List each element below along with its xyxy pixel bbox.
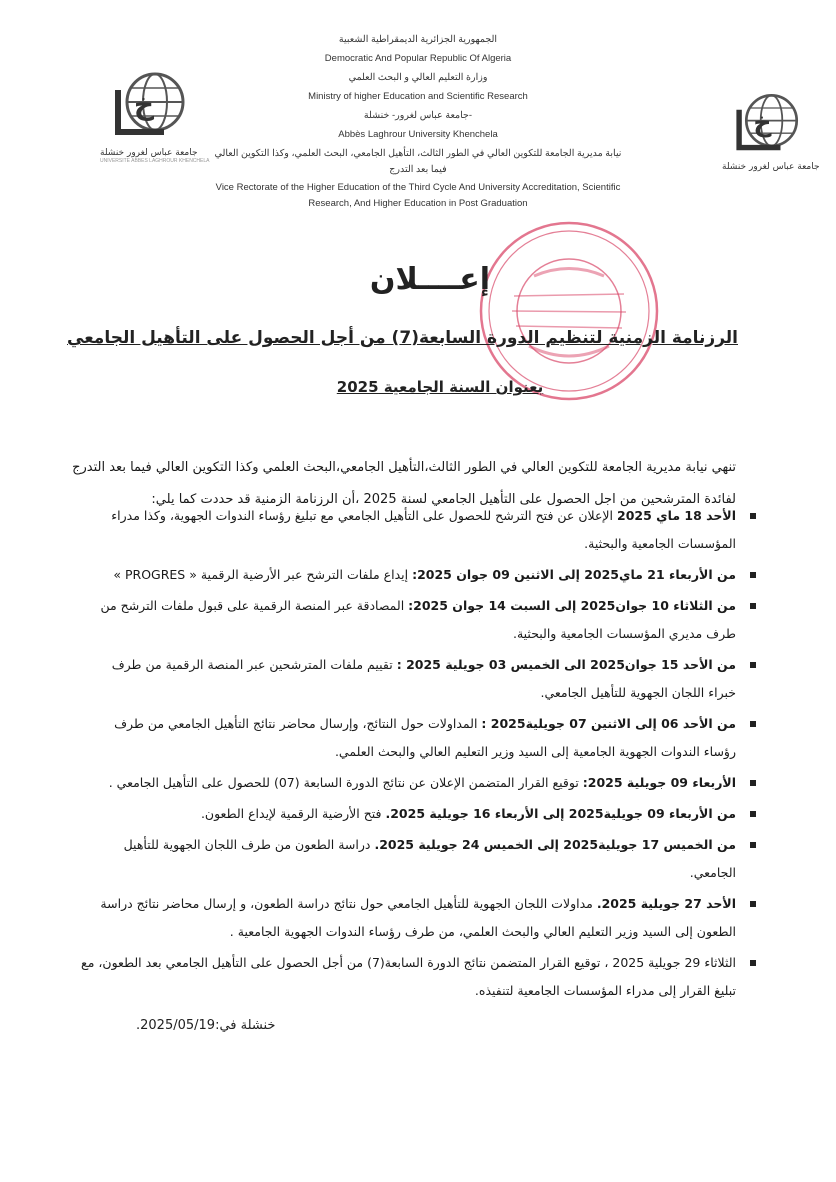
document-subtitle: بعنوان السنة الجامعية 2025 <box>336 378 544 396</box>
bullet-square-icon <box>750 842 756 848</box>
header-university-en: Abbès Laghrour University Khenchela <box>338 129 498 140</box>
bullet-square-icon <box>750 603 756 609</box>
schedule-item <box>80 651 758 707</box>
university-logo-left <box>100 68 210 164</box>
bullet-square-icon <box>750 901 756 907</box>
signature-place-date: خنشلة في:2025/05/19. <box>136 1018 276 1033</box>
schedule-date: من الأربعاء 21 ماي2025 إلى الاثنين 09 جوان 2025: <box>412 567 736 582</box>
bullet-square-icon <box>750 780 756 786</box>
schedule-item <box>80 592 758 648</box>
header-ministry-en: Ministry of higher Education and Scientific Research <box>308 91 528 102</box>
schedule-date: من الثلاثاء 10 جوان2025 إلى السبت 14 جوان 2025: <box>408 598 736 613</box>
schedule-item <box>80 831 758 887</box>
document-header <box>210 30 626 212</box>
schedule-date: الأربعاء 09 جويلية 2025: <box>582 775 736 790</box>
intro-line-2: لفائدة المترشحين من اجل الحصول على التأهيل الجامعي لسنة 2025 ،أن الرزنامة الزمنية قد حددت كما يلي: <box>151 492 736 507</box>
header-republic-ar: الجمهورية الجزائرية الديمقراطية الشعبية <box>338 34 498 45</box>
schedule-item <box>80 949 758 1005</box>
bullet-square-icon <box>750 572 756 578</box>
schedule-date: من الأحد 06 إلى الاثنين 07 جويلية2025 : <box>481 716 736 731</box>
svg-text:خ: خ <box>753 108 772 138</box>
schedule-item <box>80 502 758 558</box>
bullet-square-icon <box>750 513 756 519</box>
globe-logo-icon <box>100 68 190 148</box>
schedule-date: من الأربعاء 09 جويلية2025 إلى الأربعاء 16 جويلية 2025. <box>385 806 736 821</box>
header-republic-en: Democratic And Popular Republic Of Algeria <box>324 53 512 64</box>
globe-logo-icon <box>722 90 812 162</box>
schedule-item <box>80 710 758 766</box>
schedule-date: من الخميس 17 جويلية2025 إلى الخميس 24 جويلية 2025. <box>374 837 736 852</box>
schedule-text: إيداع ملفات الترشح عبر الأرضية الرقمية « PROGRES » <box>113 567 413 582</box>
schedule-date: الأحد 18 ماي 2025 <box>617 508 736 523</box>
bullet-square-icon <box>750 662 756 668</box>
university-logo-right <box>722 90 820 185</box>
left-logo-subcaption: UNIVERSITE ABBES LAGHROUR KHENCHELA <box>100 158 210 164</box>
schedule-text: المداولات حول النتائج، وإرسال محاضر نتائج التأهيل الجامعي من طرف رؤساء الندوات الجهوية الجامعية إلى السيد وزير التعليم العالي والبحث العلمي. <box>114 716 736 759</box>
schedule-text: الإعلان عن فتح الترشح للحصول على التأهيل الجامعي مع تبليغ رؤساء الندوات الجهوية، وكذا مدراء المؤسسات الجامعية والبحثية. <box>111 508 736 551</box>
svg-text:خ: خ <box>133 88 155 121</box>
intro-line-1: تنهي نيابة مديرية الجامعة للتكوين العالي في الطور الثالث،التأهيل الجامعي،البحث العلمي وكذا التكوين العالي فيما بعد التدرج <box>72 460 736 475</box>
schedule-item <box>80 561 758 589</box>
schedule-date: من الأحد 15 جوان2025 الى الخميس 03 جويلية 2025 : <box>396 657 736 672</box>
bullet-square-icon <box>750 811 756 817</box>
schedule-text: دراسة الطعون من طرف اللجان الجهوية للتأهيل الجامعي. <box>123 837 736 880</box>
schedule-text: فتح الأرضية الرقمية لإيداع الطعون. <box>200 806 386 821</box>
header-vice-rectorate-ar: نيابة مديرية الجامعة للتكوين العالي في الطور الثالث، التأهيل الجامعي، البحث العلمي، وكذا التكوين العالي فيما بعد التدرج <box>214 148 622 175</box>
bullet-square-icon <box>750 960 756 966</box>
left-logo-caption: جامعة عباس لغرور خنشلة <box>100 148 198 158</box>
schedule-list <box>80 502 758 1008</box>
announcement-title: إعــــلان <box>369 262 491 297</box>
schedule-text: المصادقة عبر المنصة الرقمية على قبول ملفات الترشح من طرف مديري المؤسسات الجامعية والبحثية. <box>100 598 736 641</box>
schedule-text: توقيع القرار المتضمن الإعلان عن نتائج الدورة السابعة (07) للحصول على التأهيل الجامعي . <box>108 775 583 790</box>
schedule-item <box>80 769 758 797</box>
schedule-text: مداولات اللجان الجهوية للتأهيل الجامعي حول نتائج دراسة الطعون، و إرسال محاضر نتائج دراسة الطعون إلى السيد وزير التعليم العالي والبحث العلمي، من طرف رؤساء الندوات الجهوية الجامعية . <box>100 896 736 939</box>
schedule-text: تقييم ملفات المترشحين عبر المنصة الرقمية من طرف خبراء اللجان الجهوية للتأهيل الجامعي. <box>111 657 736 700</box>
schedule-item <box>80 800 758 828</box>
schedule-item <box>80 890 758 946</box>
header-vice-rectorate-en: Vice Rectorate of the Higher Education of the Third Cycle And University Accreditation, Scientific Research, And Higher Education in Post Graduation <box>215 182 621 209</box>
bullet-square-icon <box>750 721 756 727</box>
schedule-text: الثلاثاء 29 جويلية 2025 ، توقيع القرار المتضمن نتائج الدورة السابعة(7) من أجل الحصول على التأهيل الجامعي بعد الطعون، مع تبليغ القرار إلى مدراء المؤسسات الجامعية لتنفيذه. <box>81 955 736 998</box>
right-logo-caption: جامعة عباس لغرور خنشلة <box>722 162 820 172</box>
document-title: الرزنامة الزمنية لتنظيم الدورة السابعة(7) من أجل الحصول على التأهيل الجامعي <box>67 328 738 348</box>
header-university-ar: جامعة عباس لغرور- خنشلة- <box>363 110 473 121</box>
schedule-date: الأحد 27 جويلية 2025. <box>596 896 736 911</box>
header-ministry-ar: وزارة التعليم العالي و البحث العلمي <box>348 72 488 83</box>
